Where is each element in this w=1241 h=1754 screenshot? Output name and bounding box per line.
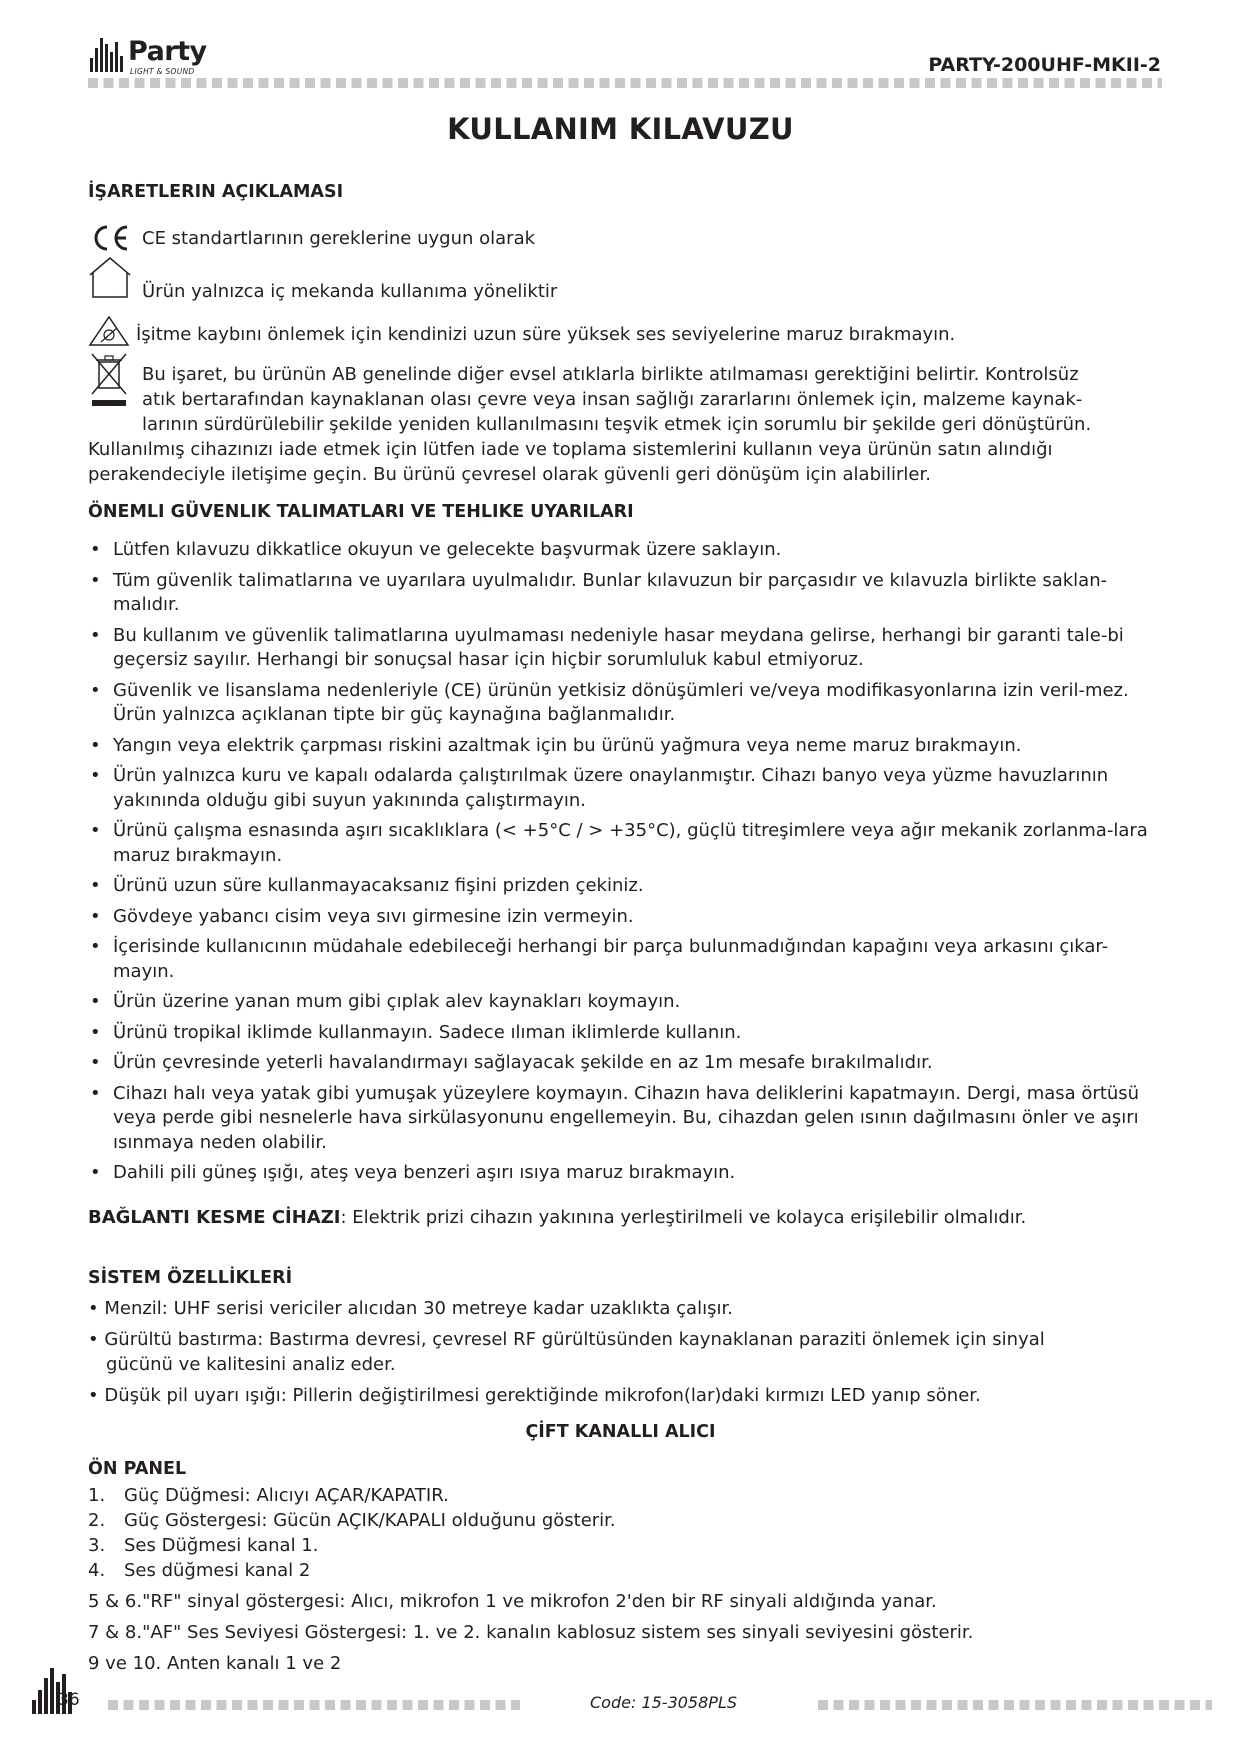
safety-item: • Güvenlik ve lisanslama nedenleriyle (CE) ürünün yetkisiz dönüşümleri ve/veya modifikasyonlarına izin veril-mez. Ürün yalnızca açıklanan tipte bir güç kaynağına bağlanmalıdır. [88,679,1163,728]
panel-item-text: Güç Düğmesi: Alıcıyı AÇAR/KAPATIR. [124,1485,449,1506]
panel-item-text: Güç Göstergesi: Gücün AÇIK/KAPALI olduğunu gösterir. [124,1510,616,1531]
safety-item: • Yangın veya elektrik çarpması riskini azaltmak için bu ürünü yağmura veya neme maruz bırakmayın. [88,734,1163,759]
af-indicator-text: 7 & 8."AF" Ses Seviyesi Göstergesi: 1. ve 2. kanalın kablosuz sistem ses sinyali seviyesini gösterir. [88,1622,974,1643]
feature-noise: • Gürültü bastırma: Bastırma devresi, çevresel RF gürültüsünden kaynaklanan paraziti önlemek için sinyal [88,1329,1045,1350]
weee-line-5: perakendeciyle iletişime geçin. Bu ürünü çevresel olarak güvenli geri dönüşüm için alabilirler. [88,464,931,485]
panel-item-text: Ses düğmesi kanal 2 [124,1560,311,1581]
hearing-warning-icon [88,314,130,348]
footer-divider-right [818,1700,1212,1710]
feature-range: • Menzil: UHF serisi vericiler alıcıdan 30 metreye kadar uzaklıkta çalışır. [88,1298,733,1319]
safety-item: • Ürün yalnızca kuru ve kapalı odalarda çalıştırılmak üzere onaylanmıştır. Cihazı banyo veya yüzme havuzlarının yakınında olduğu gibi suyun yakınında çalıştırmayın. [88,764,1163,813]
features-heading: SİSTEM ÖZELLİKLERİ [88,1268,293,1288]
weee-line-3: larının sürdürülebilir şekilde yeniden kullanılmasını teşvik etmek için sorumlu bir şekilde geri dönüştürün. [142,414,1092,435]
panel-item-3 [88,1533,318,1558]
panel-item-1 [88,1483,449,1508]
safety-heading: ÖNEMLI GÜVENLIK TALIMATLARI VE TEHLIKE UYARILARI [88,502,634,522]
safety-list [88,538,1163,1192]
panel-item-num: 1. [88,1485,106,1506]
header-divider [88,78,1162,88]
rf-indicator-text: 5 & 6."RF" sinyal göstergesi: Alıcı, mikrofon 1 ve mikrofon 2'den bir RF sinyali aldığında yanar. [88,1591,937,1612]
safety-item: • Ürün çevresinde yeterli havalandırmayı sağlayacak şekilde en az 1m mesafe bırakılmalıdır. [88,1051,1163,1076]
panel-item-2 [88,1508,616,1533]
panel-item-text: Ses Düğmesi kanal 1. [124,1535,319,1556]
page-title: KULLANIM KILAVUZU [447,112,794,146]
weee-bin-icon [88,350,130,408]
safety-item: • Ürünü tropikal iklimde kullanmayın. Sadece ılıman iklimlerde kullanın. [88,1021,1163,1046]
panel-item-num: 2. [88,1510,106,1531]
safety-item: • Ürünü uzun süre kullanmayacaksanız fişini prizden çekiniz. [88,874,1163,899]
safety-item: • Bu kullanım ve güvenlik talimatlarına uyulmaması nedeniyle hasar meydana gelirse, herhangi bir garanti tale-bi geçersiz sayılır. Herhangi bir sonuçsal hasar için hiçbir sorumluluk kabul etmiyoruz. [88,624,1163,673]
weee-line-2: atık bertarafından kaynaklanan olası çevre veya insan sağlığı zararlarını önlemek için, malzeme kaynak- [142,389,1083,410]
disconnect-note [88,1205,1168,1230]
panel-item-4 [88,1558,310,1583]
indoor-text: Ürün yalnızca iç mekanda kullanıma yöneliktir [142,281,558,302]
weee-line-1: Bu işaret, bu ürünün AB genelinde diğer evsel atıklarla birlikte atılmaması gerektiğini belirtir. Kontrolsüz [142,364,1079,385]
safety-item: • Cihazı halı veya yatak gibi yumuşak yüzeylere koymayın. Cihazın hava deliklerini kapatmayın. Dergi, masa örtüsü veya perde gibi nesnelerle hava sirkülasyonunu engellemeyin. Bu, cihazdan gelen ısının dağılmasını önler ve aşırı ısınmaya neden olabilir. [88,1082,1163,1156]
disconnect-text: : Elektrik prizi cihazın yakınına yerleştirilmeli ve kolayca erişilebilir olmalıdır. [340,1207,1027,1228]
safety-item: • Ürünü çalışma esnasında aşırı sıcaklıklara (< +5°C / > +35°C), güçlü titreşimlere veya ağır mekanik zorlanma-lara maruz bırakmayın. [88,819,1163,868]
antenna-text: 9 ve 10. Anten kanalı 1 ve 2 [88,1653,342,1674]
safety-item: • Lütfen kılavuzu dikkatlice okuyun ve gelecekte başvurmak üzere saklayın. [88,538,1163,563]
page-number: 36 [58,1690,80,1710]
safety-item: • Ürün üzerine yanan mum gibi çıplak alev kaynakları koymayın. [88,990,1163,1015]
indoor-house-icon [86,256,134,300]
front-panel-heading: ÖN PANEL [88,1459,187,1479]
footer-divider-left [108,1700,520,1710]
ce-text: CE standartlarının gereklerine uygun olarak [142,228,536,249]
brand-logo [88,36,228,80]
feature-noise-cont: gücünü ve kalitesini analiz eder. [106,1354,396,1375]
hearing-text: İşitme kaybını önlemek için kendinizi uzun süre yüksek ses seviyelerine maruz bırakmayın. [136,324,956,345]
safety-item: • Dahili pili güneş ışığı, ateş veya benzeri aşırı ısıya maruz bırakmayın. [88,1161,1163,1186]
feature-battery: • Düşük pil uyarı ışığı: Pillerin değiştirilmesi gerektiğinde mikrofon(lar)daki kırmızı LED yanıp söner. [88,1385,981,1406]
weee-line-4: Kullanılmış cihazınızı iade etmek için lütfen iade ve toplama sistemlerini kullanın veya ürünün satın alındığı [88,439,1053,460]
logo-word: Party [128,36,207,67]
panel-item-num: 4. [88,1560,106,1581]
product-code: Code: 15-3058PLS [590,1693,738,1712]
logo-subtitle: LIGHT & SOUND [130,67,195,76]
panel-item-num: 3. [88,1535,106,1556]
disconnect-label: BAĞLANTI KESME CİHAZI [88,1207,341,1228]
receiver-heading: ÇİFT KANALLI ALICI [525,1422,716,1442]
ce-mark-icon [90,224,132,252]
safety-item: • İçerisinde kullanıcının müdahale edebileceği herhangi bir parça bulunmadığından kapağını veya arkasını çıkar-mayın. [88,935,1163,984]
symbols-heading: İŞARETLERIN AÇIKLAMASI [88,182,344,202]
model-number: PARTY-200UHF-MKII-2 [928,54,1161,76]
safety-item: • Gövdeye yabancı cisim veya sıvı girmesine izin vermeyin. [88,905,1163,930]
safety-item: • Tüm güvenlik talimatlarına ve uyarılara uyulmalıdır. Bunlar kılavuzun bir parçasıdır ve kılavuzla birlikte saklan-malıdır. [88,569,1163,618]
